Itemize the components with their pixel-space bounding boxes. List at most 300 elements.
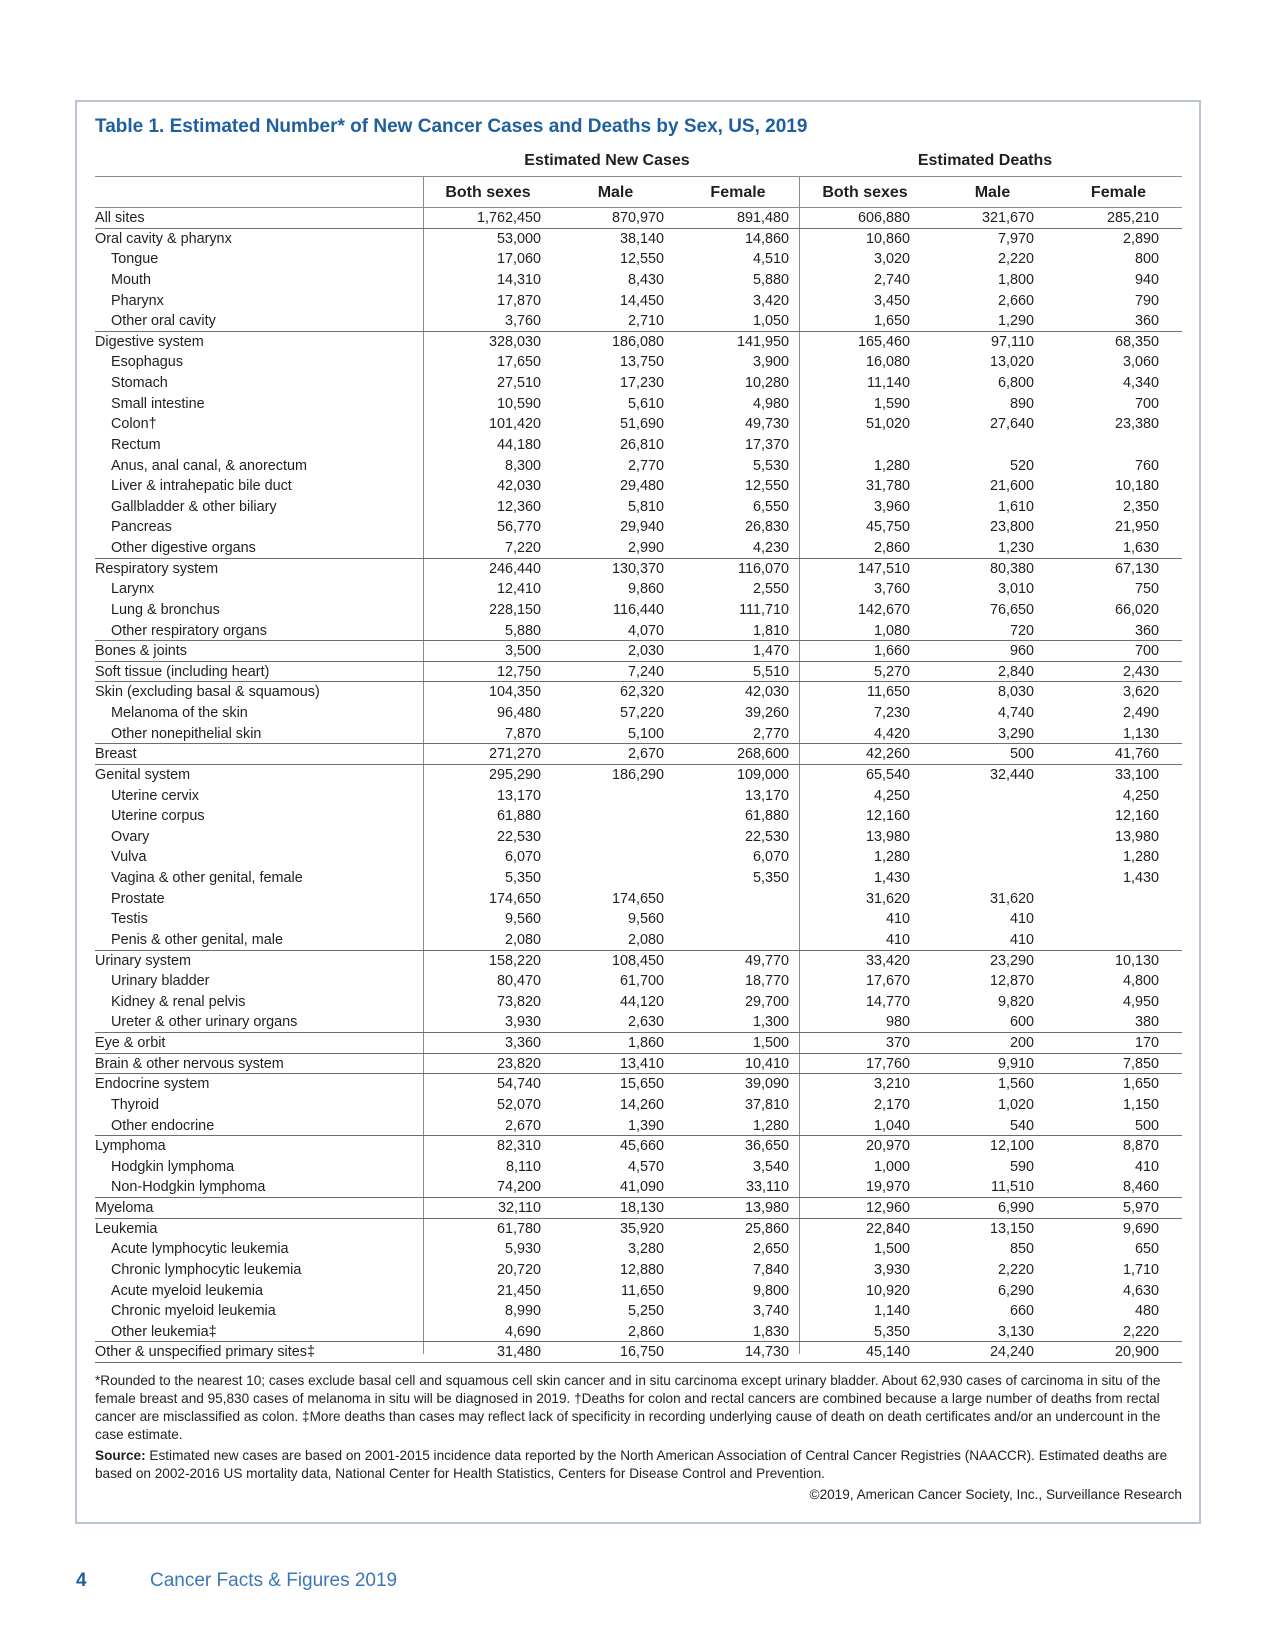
table-row bbox=[95, 291, 1182, 312]
table-cell: 11,650 bbox=[621, 1282, 664, 1299]
table-row bbox=[95, 600, 1182, 621]
table-cell: 5,880 bbox=[504, 622, 541, 639]
table-cell: 10,180 bbox=[1114, 478, 1159, 495]
table-cell: 3,620 bbox=[1122, 684, 1159, 701]
table-cell: 1,040 bbox=[873, 1117, 910, 1134]
table-cell: 410 bbox=[1009, 911, 1034, 928]
table-cell: 29,940 bbox=[619, 519, 664, 536]
table-cell: 20,720 bbox=[496, 1261, 541, 1278]
table-cell: 8,430 bbox=[627, 271, 664, 288]
table-cell: 45,660 bbox=[619, 1138, 664, 1155]
table-cell: 5,350 bbox=[873, 1323, 910, 1340]
table-cell: 17,230 bbox=[619, 375, 664, 391]
table-cell: 2,770 bbox=[627, 457, 664, 474]
table-cell: 13,170 bbox=[496, 787, 541, 804]
row-label: Other leukemia‡ bbox=[111, 1323, 217, 1340]
table-row bbox=[95, 1054, 1182, 1075]
table-cell: 7,220 bbox=[504, 540, 541, 556]
row-label: Genital system bbox=[95, 766, 191, 783]
table-cell: 891,480 bbox=[736, 210, 789, 226]
table-cell: 17,650 bbox=[496, 354, 541, 371]
table-cell: 11,140 bbox=[867, 375, 910, 391]
row-label: Vulva bbox=[111, 849, 147, 866]
table-cell: 3,500 bbox=[504, 643, 541, 660]
source-text: Estimated new cases are based on 2001-2015 incidence data reported by the North American Association of Central Cancer Registries (NAACCR). Estimated deaths are based on 2002-2016 US mortality data, National Center for Health Statistics, Centers for Disease Control and Prevention. bbox=[95, 1448, 1168, 1481]
table-cell: 2,430 bbox=[1122, 663, 1159, 680]
table-cell: 1,130 bbox=[1122, 725, 1159, 742]
table-cell: 606,880 bbox=[857, 210, 910, 226]
table-cell: 37,810 bbox=[744, 1096, 789, 1113]
group-header-deaths: Estimated Deaths bbox=[917, 152, 1053, 169]
table-cell: 2,770 bbox=[752, 725, 789, 742]
table-cell: 12,870 bbox=[989, 973, 1034, 990]
row-label: Kidney & renal pelvis bbox=[111, 993, 246, 1010]
table-cell: 31,780 bbox=[865, 478, 910, 495]
row-label: Anus, anal canal, & anorectum bbox=[111, 457, 307, 474]
table-cell: 4,230 bbox=[752, 540, 789, 556]
table-cell: 2,660 bbox=[997, 292, 1034, 309]
table-cell: 410 bbox=[1134, 1158, 1159, 1175]
source-note bbox=[95, 1447, 1182, 1483]
row-label: Endocrine system bbox=[95, 1076, 210, 1093]
table-cell: 4,570 bbox=[627, 1158, 664, 1175]
table-cell: 960 bbox=[1009, 643, 1034, 660]
table-cell: 2,840 bbox=[997, 663, 1034, 680]
table-cell: 1,280 bbox=[1122, 849, 1159, 866]
table-cell: 22,530 bbox=[744, 828, 789, 845]
table-cell: 7,850 bbox=[1122, 1055, 1159, 1072]
column-header: Both sexes bbox=[822, 184, 908, 201]
table-cell: 1,430 bbox=[873, 870, 910, 886]
footnote: *Rounded to the nearest 10; cases exclude basal cell and squamous cell skin cancer and in situ carcinoma except urinary bladder. About 62,930 cases of carcinoma in situ of the female breast and 95,830 cases of melanoma in situ will be diagnosed in 2019. †Deaths for colon and rectal cancers are combined because a large number of deaths from rectal cancer are misclassified as colon. ‡More deaths than cases may reflect lack of specificity in recording underlying cause of death on death certificates and/or an undercount in the case estimate. bbox=[95, 1373, 1161, 1442]
table-cell: 67,130 bbox=[1114, 560, 1159, 577]
table-cell: 41,090 bbox=[619, 1179, 664, 1196]
table-cell: 13,020 bbox=[989, 354, 1034, 371]
table-cell: 130,370 bbox=[611, 560, 664, 577]
table-cell: 1,290 bbox=[997, 313, 1034, 330]
table-cell: 13,980 bbox=[1114, 828, 1159, 845]
table-cell: 1,650 bbox=[1122, 1076, 1159, 1093]
table-cell: 45,140 bbox=[865, 1344, 910, 1361]
row-label: Breast bbox=[95, 746, 137, 763]
table-cell: 940 bbox=[1134, 271, 1159, 288]
table-cell: 33,100 bbox=[1114, 766, 1159, 783]
table-cell: 410 bbox=[885, 911, 910, 928]
page-number: 4 bbox=[76, 1570, 87, 1591]
table-cell: 5,610 bbox=[627, 395, 664, 412]
table-cell: 11,510 bbox=[991, 1179, 1034, 1196]
row-label: Vagina & other genital, female bbox=[111, 870, 303, 886]
table-cell: 13,150 bbox=[989, 1220, 1034, 1237]
table-cell: 52,070 bbox=[496, 1096, 541, 1113]
table-cell: 9,860 bbox=[627, 581, 664, 598]
table-cell: 4,740 bbox=[997, 705, 1034, 721]
table-cell: 14,310 bbox=[496, 271, 541, 288]
table-cell: 17,670 bbox=[865, 973, 910, 990]
table-cell: 7,840 bbox=[752, 1261, 789, 1278]
table-cell: 6,070 bbox=[504, 849, 541, 866]
table-cell: 1,080 bbox=[873, 622, 910, 639]
table-cell: 1,660 bbox=[873, 643, 910, 660]
table-cell: 12,160 bbox=[1114, 808, 1159, 825]
table-cell: 8,990 bbox=[504, 1303, 541, 1320]
row-label: Gallbladder & other biliary bbox=[111, 498, 277, 515]
table-cell: 5,350 bbox=[752, 870, 789, 886]
row-label: Other endocrine bbox=[111, 1117, 215, 1134]
table-cell: 174,650 bbox=[488, 890, 541, 907]
table-cell: 29,480 bbox=[619, 478, 664, 495]
row-label: Penis & other genital, male bbox=[111, 931, 283, 948]
table-cell: 53,000 bbox=[496, 230, 541, 247]
table-cell: 480 bbox=[1134, 1303, 1159, 1320]
row-label: Uterine cervix bbox=[111, 787, 199, 804]
table-cell: 285,210 bbox=[1106, 210, 1159, 226]
table-cell: 186,290 bbox=[611, 766, 664, 783]
table-cell: 42,030 bbox=[496, 478, 541, 495]
table-cell: 1,500 bbox=[752, 1035, 789, 1051]
table-cell: 590 bbox=[1009, 1158, 1034, 1175]
table-cell: 2,670 bbox=[504, 1117, 541, 1134]
table-cell: 49,730 bbox=[744, 416, 789, 433]
table-cell: 16,080 bbox=[865, 354, 910, 371]
table-row bbox=[95, 373, 1182, 394]
table-cell: 1,630 bbox=[1122, 540, 1159, 556]
table-cell: 21,950 bbox=[1114, 519, 1159, 536]
publication-title: Cancer Facts & Figures 2019 bbox=[150, 1570, 398, 1591]
row-label: Uterine corpus bbox=[111, 808, 205, 825]
table-cell: 17,760 bbox=[865, 1055, 910, 1072]
table-cell: 600 bbox=[1009, 1014, 1034, 1031]
table-cell: 51,690 bbox=[619, 416, 664, 433]
table-cell: 170 bbox=[1134, 1035, 1159, 1051]
table-cell: 5,930 bbox=[504, 1241, 541, 1258]
table-cell: 370 bbox=[885, 1035, 910, 1051]
table-cell: 8,110 bbox=[506, 1158, 541, 1175]
row-label: Pancreas bbox=[111, 519, 172, 536]
table-cell: 66,020 bbox=[1114, 601, 1159, 618]
table-cell: 2,990 bbox=[627, 540, 664, 556]
row-label: Other nonepithelial skin bbox=[111, 725, 262, 742]
table-cell: 500 bbox=[1134, 1117, 1159, 1134]
row-label: Eye & orbit bbox=[95, 1035, 166, 1051]
table-cell: 15,650 bbox=[619, 1076, 664, 1093]
copyright: ©2019, American Cancer Society, Inc., Surveillance Research bbox=[809, 1487, 1182, 1502]
table-cell: 4,250 bbox=[873, 787, 910, 804]
table-cell: 14,770 bbox=[865, 993, 910, 1010]
table-cell: 26,810 bbox=[619, 436, 664, 453]
table-row bbox=[95, 724, 1182, 745]
table-cell: 38,140 bbox=[619, 230, 664, 247]
table-cell: 1,140 bbox=[873, 1303, 910, 1320]
table-cell: 54,740 bbox=[496, 1076, 541, 1093]
table-cell: 2,860 bbox=[627, 1323, 664, 1340]
table-cell: 62,320 bbox=[619, 684, 664, 701]
table-cell: 268,600 bbox=[736, 746, 789, 763]
row-label: Other respiratory organs bbox=[111, 622, 267, 639]
table-cell: 9,690 bbox=[1122, 1220, 1159, 1237]
table-cell: 2,220 bbox=[997, 1261, 1034, 1278]
table-cell: 1,150 bbox=[1122, 1096, 1159, 1113]
table-cell: 4,690 bbox=[504, 1323, 541, 1340]
table-cell: 1,390 bbox=[627, 1117, 664, 1134]
table-cell: 4,420 bbox=[873, 725, 910, 742]
row-label: Urinary bladder bbox=[111, 973, 210, 990]
table-cell: 1,280 bbox=[873, 457, 910, 474]
table-cell: 2,630 bbox=[627, 1014, 664, 1031]
table-cell: 9,560 bbox=[504, 911, 541, 928]
row-label: Small intestine bbox=[111, 395, 205, 412]
table-cell: 1,650 bbox=[873, 313, 910, 330]
table-row bbox=[95, 1239, 1182, 1260]
table-row bbox=[95, 1157, 1182, 1178]
table-cell: 6,550 bbox=[752, 498, 789, 515]
table-cell: 3,760 bbox=[873, 581, 910, 598]
table-cell: 3,060 bbox=[1122, 354, 1159, 371]
table-cell: 1,710 bbox=[1122, 1261, 1159, 1278]
table-cell: 12,100 bbox=[989, 1138, 1034, 1155]
table-cell: 5,350 bbox=[504, 870, 541, 886]
table-cell: 12,550 bbox=[744, 478, 789, 495]
table-row bbox=[95, 847, 1182, 868]
table-cell: 73,820 bbox=[496, 993, 541, 1010]
table-cell: 7,240 bbox=[627, 663, 664, 680]
table-cell: 13,750 bbox=[619, 354, 664, 371]
table-cell: 3,130 bbox=[997, 1323, 1034, 1340]
row-label: Tongue bbox=[111, 251, 159, 268]
table-cell: 12,750 bbox=[496, 663, 541, 680]
table-cell: 3,900 bbox=[752, 354, 789, 371]
table-cell: 116,070 bbox=[738, 560, 789, 577]
row-label: Testis bbox=[111, 911, 148, 928]
table-cell: 4,980 bbox=[752, 395, 789, 412]
source-label: Source: bbox=[95, 1448, 146, 1463]
row-label: Skin (excluding basal & squamous) bbox=[95, 684, 320, 701]
table-cell: 14,450 bbox=[619, 292, 664, 309]
row-label: Larynx bbox=[111, 581, 155, 598]
table-row bbox=[95, 517, 1182, 538]
table-cell: 3,360 bbox=[504, 1035, 541, 1051]
table-cell: 42,260 bbox=[865, 746, 910, 763]
table-cell: 4,510 bbox=[752, 251, 789, 268]
table-cell: 4,800 bbox=[1122, 973, 1159, 990]
row-label: Esophagus bbox=[111, 354, 184, 371]
row-label: Melanoma of the skin bbox=[111, 705, 248, 721]
table-cell: 890 bbox=[1009, 395, 1034, 412]
table-cell: 1,800 bbox=[997, 271, 1034, 288]
table-cell: 10,280 bbox=[744, 375, 789, 391]
table-row bbox=[95, 1281, 1182, 1302]
table-cell: 8,460 bbox=[1122, 1179, 1159, 1196]
table-cell: 76,650 bbox=[989, 601, 1034, 618]
row-label: All sites bbox=[95, 210, 145, 226]
table-cell: 61,700 bbox=[619, 973, 664, 990]
table-row bbox=[95, 1301, 1182, 1322]
table-row bbox=[95, 889, 1182, 910]
row-label: Ureter & other urinary organs bbox=[111, 1014, 298, 1031]
table-cell: 1,430 bbox=[1122, 870, 1159, 886]
table-cell: 31,480 bbox=[496, 1344, 541, 1361]
table-cell: 10,920 bbox=[865, 1282, 910, 1299]
table-cell: 82,310 bbox=[496, 1138, 541, 1155]
column-header: Female bbox=[1090, 184, 1147, 201]
table-row bbox=[95, 971, 1182, 992]
table-cell: 2,490 bbox=[1122, 705, 1159, 721]
table-cell: 20,900 bbox=[1114, 1344, 1159, 1361]
table-cell: 6,990 bbox=[997, 1200, 1034, 1216]
table-cell: 22,840 bbox=[865, 1220, 910, 1237]
table-row bbox=[95, 1033, 1182, 1054]
table-cell: 22,530 bbox=[496, 828, 541, 845]
table-cell: 1,020 bbox=[997, 1096, 1034, 1113]
table-cell: 5,530 bbox=[752, 457, 789, 474]
table-cell: 35,920 bbox=[619, 1220, 664, 1237]
table-cell: 14,260 bbox=[619, 1096, 664, 1113]
table-cell: 3,290 bbox=[997, 725, 1034, 742]
table-cell: 141,950 bbox=[736, 333, 789, 350]
table-cell: 41,760 bbox=[1114, 746, 1159, 763]
table-row bbox=[95, 270, 1182, 291]
table-row bbox=[95, 1136, 1182, 1157]
table-row bbox=[95, 332, 1182, 353]
column-header: Male bbox=[974, 184, 1011, 201]
table-cell: 2,220 bbox=[997, 251, 1034, 268]
table-row bbox=[95, 1177, 1182, 1198]
table-cell: 104,350 bbox=[488, 684, 541, 701]
table-cell: 3,740 bbox=[752, 1303, 789, 1320]
table-cell: 1,860 bbox=[627, 1035, 664, 1051]
row-label: Stomach bbox=[111, 375, 168, 391]
table-cell: 17,870 bbox=[496, 292, 541, 309]
table-row bbox=[95, 456, 1182, 477]
table-cell: 760 bbox=[1134, 457, 1159, 474]
table-cell: 1,000 bbox=[873, 1158, 910, 1175]
table-cell: 750 bbox=[1134, 581, 1159, 598]
table-cell: 109,000 bbox=[736, 766, 789, 783]
table-cell: 186,080 bbox=[611, 333, 664, 350]
row-label: Oral cavity & pharynx bbox=[95, 230, 232, 247]
header-rule bbox=[95, 176, 1182, 177]
table-cell: 540 bbox=[1009, 1117, 1034, 1134]
table-cell: 9,800 bbox=[752, 1282, 789, 1299]
table-row bbox=[95, 992, 1182, 1013]
row-label: Rectum bbox=[111, 436, 161, 453]
table-cell: 33,110 bbox=[746, 1179, 789, 1196]
table-cell: 19,970 bbox=[865, 1179, 910, 1196]
table-cell: 3,540 bbox=[752, 1158, 789, 1175]
table-cell: 1,830 bbox=[752, 1323, 789, 1340]
table-cell: 295,290 bbox=[488, 766, 541, 783]
table-cell: 2,670 bbox=[627, 746, 664, 763]
table-cell: 17,370 bbox=[744, 436, 789, 453]
table-cell: 2,080 bbox=[627, 931, 664, 948]
row-label: Chronic lymphocytic leukemia bbox=[111, 1261, 302, 1278]
table-cell: 20,970 bbox=[865, 1138, 910, 1155]
table-row bbox=[95, 1219, 1182, 1240]
table-cell: 700 bbox=[1134, 643, 1159, 660]
table-cell: 2,740 bbox=[873, 271, 910, 288]
table-cell: 147,510 bbox=[857, 560, 910, 577]
table-cell: 12,550 bbox=[619, 251, 664, 268]
table-cell: 4,250 bbox=[1122, 787, 1159, 804]
table-cell: 980 bbox=[885, 1014, 910, 1031]
table-cell: 3,930 bbox=[504, 1014, 541, 1031]
table-cell: 97,110 bbox=[991, 333, 1034, 350]
table-row bbox=[95, 1260, 1182, 1281]
table-cell: 13,170 bbox=[744, 787, 789, 804]
table-cell: 12,410 bbox=[496, 581, 541, 598]
row-label: Lymphoma bbox=[95, 1138, 166, 1155]
table-cell: 2,710 bbox=[627, 313, 664, 330]
table-cell: 3,280 bbox=[627, 1241, 664, 1258]
row-label: Lung & bronchus bbox=[111, 601, 220, 618]
table-cell: 68,350 bbox=[1114, 333, 1159, 350]
table-cell: 174,650 bbox=[611, 890, 664, 907]
table-cell: 4,070 bbox=[627, 622, 664, 639]
table-cell: 1,590 bbox=[873, 395, 910, 412]
table-cell: 18,770 bbox=[744, 973, 789, 990]
table-cell: 328,030 bbox=[488, 333, 541, 350]
table-cell: 14,730 bbox=[744, 1344, 789, 1361]
table-cell: 96,480 bbox=[496, 705, 541, 721]
table-cell: 5,880 bbox=[752, 271, 789, 288]
table-cell: 111,710 bbox=[739, 601, 789, 618]
row-label: Bones & joints bbox=[95, 643, 187, 660]
group-header-new-cases: Estimated New Cases bbox=[524, 152, 690, 169]
table-row bbox=[95, 311, 1182, 332]
table-cell: 8,870 bbox=[1122, 1138, 1159, 1155]
table-row bbox=[95, 352, 1182, 373]
table-cell: 11,650 bbox=[867, 684, 910, 701]
table-row bbox=[95, 682, 1182, 703]
row-label: Soft tissue (including heart) bbox=[95, 663, 270, 680]
table-row bbox=[95, 703, 1182, 724]
table-cell: 56,770 bbox=[496, 519, 541, 536]
table-cell: 2,650 bbox=[752, 1241, 789, 1258]
row-label: Urinary system bbox=[95, 952, 191, 969]
table-cell: 101,420 bbox=[488, 416, 541, 433]
table-cell: 51,020 bbox=[865, 416, 910, 433]
table-row bbox=[95, 806, 1182, 827]
table-row bbox=[95, 744, 1182, 765]
table-row bbox=[95, 414, 1182, 435]
table-cell: 870,970 bbox=[611, 210, 664, 226]
table-cell: 10,130 bbox=[1114, 952, 1159, 969]
table-cell: 116,440 bbox=[613, 601, 664, 618]
table-body bbox=[95, 208, 1182, 1363]
table-cell: 61,780 bbox=[496, 1220, 541, 1237]
table-cell: 13,980 bbox=[744, 1200, 789, 1216]
table-cell: 18,130 bbox=[619, 1200, 664, 1216]
row-label: Brain & other nervous system bbox=[95, 1055, 284, 1072]
table-cell: 5,250 bbox=[627, 1303, 664, 1320]
table-row bbox=[95, 951, 1182, 972]
row-label: Chronic myeloid leukemia bbox=[111, 1303, 276, 1320]
table-cell: 6,290 bbox=[997, 1282, 1034, 1299]
table-cell: 410 bbox=[885, 931, 910, 948]
table-cell: 1,300 bbox=[752, 1014, 789, 1031]
table-cell: 7,970 bbox=[997, 230, 1034, 247]
table-cell: 700 bbox=[1134, 395, 1159, 412]
table-cell: 45,750 bbox=[865, 519, 910, 536]
table-cell: 2,350 bbox=[1122, 498, 1159, 515]
table-cell: 5,100 bbox=[627, 725, 664, 742]
row-label: Leukemia bbox=[95, 1220, 158, 1237]
table-cell: 23,800 bbox=[989, 519, 1034, 536]
row-label: Thyroid bbox=[111, 1096, 159, 1113]
table-cell: 9,820 bbox=[997, 993, 1034, 1010]
table-cell: 25,860 bbox=[744, 1220, 789, 1237]
table-row bbox=[95, 497, 1182, 518]
